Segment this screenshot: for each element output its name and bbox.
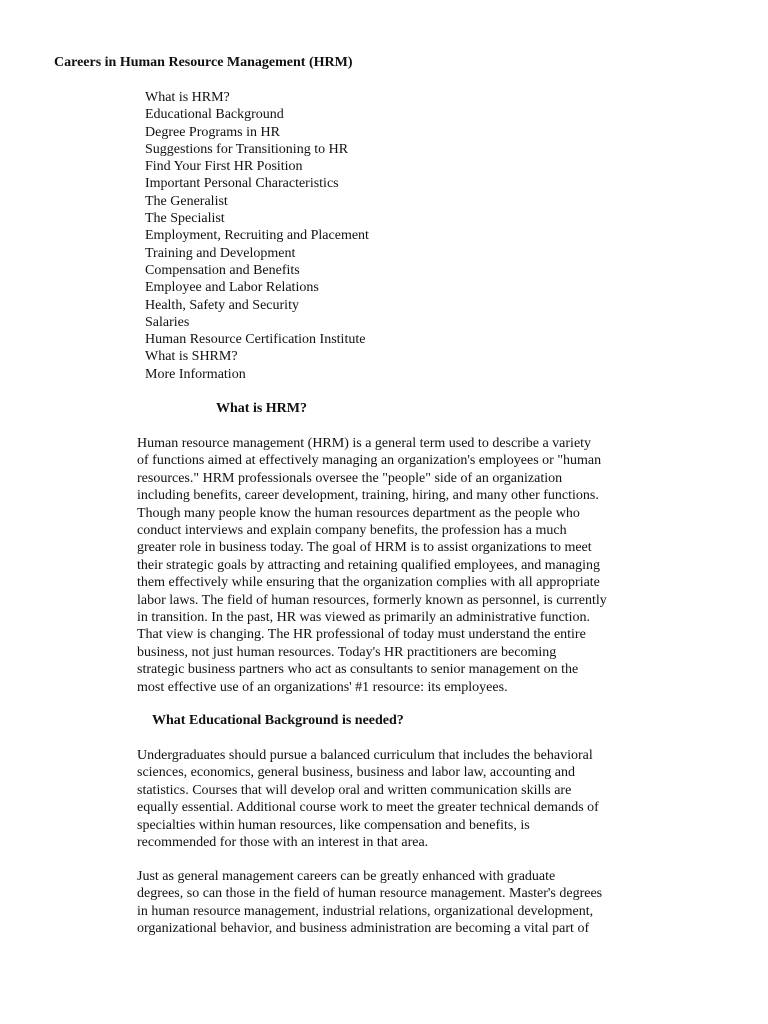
paragraph-line: conduct interviews and explain company benefits, the profession has a much (137, 523, 567, 539)
paragraph-line: of functions aimed at effectively managing an organization's employees or "human (137, 453, 602, 469)
paragraph-what-is-hrm (137, 435, 657, 696)
toc-item: Employment, Recruiting and Placement (145, 228, 369, 244)
paragraph-graduate-degrees (137, 868, 657, 938)
paragraph-line: recommended for those with an interest in that area. (137, 835, 429, 851)
paragraph-line: strategic business partners who act as consultants to senior management on the (137, 662, 579, 678)
paragraph-line: That view is changing. The HR professional of today must understand the entire (137, 627, 586, 643)
toc-item: Compensation and Benefits (145, 262, 300, 278)
paragraph-line: their strategic goals by attracting and retaining qualified employees, and managing (137, 557, 601, 573)
toc-item: Find Your First HR Position (145, 159, 303, 175)
paragraph-line: them effectively while ensuring that the organization complies with all appropriate (137, 575, 600, 591)
toc-item: Degree Programs in HR (145, 124, 280, 140)
paragraph-line: organizational behavior, and business administration are becoming a vital part of (137, 921, 590, 937)
toc-item: Important Personal Characteristics (145, 176, 339, 192)
paragraph-line: greater role in business today. The goal of HRM is to assist organizations to meet (137, 540, 592, 556)
paragraph-line: Undergraduates should pursue a balanced curriculum that includes the behavioral (137, 748, 593, 763)
section-heading-educational-background: What Educational Background is needed? (152, 713, 404, 728)
toc-item: Suggestions for Transitioning to HR (145, 141, 349, 157)
toc-item: Employee and Labor Relations (145, 280, 319, 296)
paragraph-line: labor laws. The field of human resources, formerly known as personnel, is currently (137, 592, 607, 608)
toc-item: Educational Background (145, 107, 284, 123)
paragraph-line: in human resource management, industrial relations, organizational development, (137, 903, 594, 919)
paragraph-line: sciences, economics, general business, business and labor law, accounting and (137, 765, 576, 781)
toc-item: What is HRM? (145, 90, 230, 105)
toc-item: The Specialist (145, 211, 225, 227)
document-title: Careers in Human Resource Management (HRM) (54, 55, 353, 70)
paragraph-undergraduates (137, 747, 657, 851)
toc-item: Training and Development (145, 245, 296, 261)
toc-item: Health, Safety and Security (145, 297, 299, 313)
paragraph-line: including benefits, career development, training, hiring, and many other functions. (137, 488, 599, 504)
paragraph-line: most effective use of an organizations' #1 resource: its employees. (137, 679, 508, 695)
paragraph-line: Just as general management careers can be greatly enhanced with graduate (137, 869, 556, 884)
paragraph-line: specialties within human resources, like compensation and benefits, is (137, 817, 530, 833)
paragraph-line: Though many people know the human resources department as the people who (137, 505, 580, 521)
table-of-contents (145, 89, 369, 383)
section-heading-what-is-hrm: What is HRM? (216, 401, 307, 416)
toc-item: More Information (145, 366, 246, 382)
paragraph-line: Human resource management (HRM) is a general term used to describe a variety (137, 436, 592, 451)
toc-item: The Generalist (145, 193, 228, 209)
paragraph-line: resources." HRM professionals oversee the "people" side of an organization (137, 470, 563, 486)
paragraph-line: business, not just human resources. Today's HR practitioners are becoming (137, 644, 557, 660)
paragraph-line: degrees, so can those in the field of human resource management. Master's degrees (137, 886, 603, 902)
paragraph-line: statistics. Courses that will develop oral and written communication skills are (137, 782, 572, 798)
paragraph-line: equally essential. Additional course work to meet the greater technical demands of (137, 800, 599, 816)
toc-item: Salaries (145, 314, 190, 330)
paragraph-line: in transition. In the past, HR was viewed as primarily an administrative function. (137, 610, 590, 626)
toc-item: Human Resource Certification Institute (145, 332, 366, 348)
toc-item: What is SHRM? (145, 349, 238, 365)
